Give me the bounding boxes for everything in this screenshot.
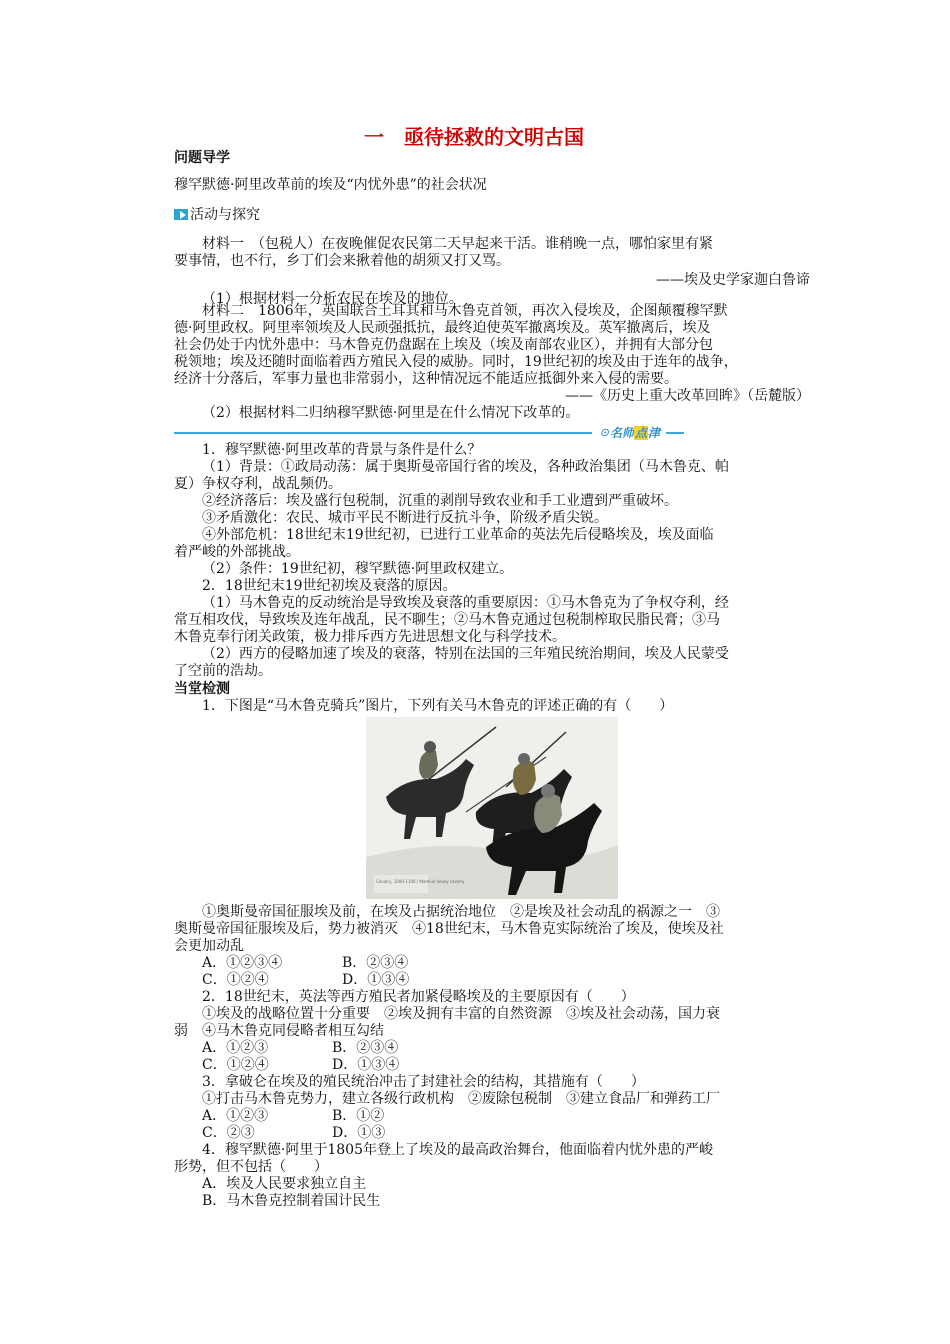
- mamluk-cavalry-illustration: [366, 717, 618, 899]
- stem-line: 形势，但不包括（ ）: [174, 1159, 328, 1175]
- material-one-line: 材料一 （包税人）在夜晚催促农民第二天早起来干活。谁稍晚一点，哪怕家里有紧: [202, 236, 713, 252]
- question-3-options: [174, 1108, 838, 1142]
- figure-caption: Cavalry, 1000-1100 / Mamluk heavy cavalry: [376, 879, 465, 884]
- option-c[interactable]: C．①②④: [202, 1057, 269, 1073]
- badge-text: 津: [648, 426, 661, 440]
- option-b[interactable]: B．①②: [332, 1108, 385, 1124]
- option-d[interactable]: D．①③④: [332, 1057, 400, 1073]
- statement-line: 弱 ④马木鲁克同侵略者相互勾结: [174, 1023, 384, 1039]
- arrow-icon: [174, 209, 188, 220]
- option-b[interactable]: B．②③④: [342, 955, 409, 971]
- note-line: 2．18世纪末19世纪初埃及衰落的原因。: [202, 578, 457, 594]
- note-line: 常互相攻伐，导致埃及连年战乱，民不聊生；②马木鲁克通过包税制榨取民脂民膏；③马: [174, 612, 720, 628]
- question-1-statements: [174, 904, 810, 955]
- note-line: ④外部危机：18世纪末19世纪初，已进行工业革命的英法先后侵略埃及，埃及面临: [202, 527, 714, 543]
- material-one-question: （1）根据材料一分析农民在埃及的地位。: [202, 291, 463, 307]
- question-2-statements: [174, 1006, 810, 1040]
- note-line: 木鲁克奉行闭关政策，极力排斥西方先进思想文化与科学技术。: [174, 629, 566, 645]
- material-two-line: 经济十分落后，军事力量也非常弱小，这种情况远不能适应抵御外来入侵的需要。: [174, 371, 678, 387]
- note-line: （1）马木鲁克的反动统治是导致埃及衰落的重要原因：①马木鲁克为了争权夺利，经: [202, 595, 729, 611]
- quiz-heading: 当堂检测: [174, 681, 230, 697]
- question-3-stem: 3．拿破仑在埃及的殖民统治冲击了封建社会的结构，其措施有（ ）: [202, 1074, 645, 1090]
- material-two-line: 德·阿里政权。阿里率领埃及人民顽强抵抗，最终迫使英军撤离埃及。英军撤离后，埃及: [174, 320, 711, 336]
- option-a[interactable]: A．埃及人民要求独立自主: [202, 1176, 367, 1192]
- note-line: （1）背景：①政局动荡：属于奥斯曼帝国行省的埃及，各种政治集团（马木鲁克、帕: [202, 459, 729, 475]
- option-c[interactable]: C．②③: [202, 1125, 255, 1141]
- statement-line: 会更加动乱: [174, 938, 244, 954]
- teacher-notes: [174, 442, 810, 680]
- question-3-statements: ①打击马木鲁克势力，建立各级行政机构 ②废除包税制 ③建立食品厂和弹药工厂: [202, 1091, 720, 1107]
- material-one: [174, 236, 810, 308]
- badge-highlight: 点: [635, 426, 648, 440]
- statement-line: ①奥斯曼帝国征服埃及前，在埃及占据统治地位 ②是埃及社会动乱的祸源之一 ③: [202, 904, 720, 920]
- option-c[interactable]: C．①②④: [202, 972, 269, 988]
- activity-heading: [174, 207, 810, 224]
- option-d[interactable]: D．①③: [332, 1125, 386, 1141]
- material-two-line: 税领地；埃及还随时面临着西方殖民入侵的威胁。同时，19世纪初的埃及由于连年的战争，: [174, 354, 738, 370]
- stem-line: 4．穆罕默德·阿里于1805年登上了埃及的最高政治舞台，他面临着内忧外患的严峻: [202, 1142, 713, 1158]
- page-title: 一 亟待拯救的文明古国: [364, 125, 584, 149]
- badge-text: ☉名师: [598, 426, 635, 440]
- material-two-line: 材料二 1806年，英国联合土耳其和马木鲁克首领，再次入侵埃及，企图颠覆穆罕默: [202, 303, 728, 319]
- material-two-line: 社会仍处于内忧外患中：马木鲁克仍盘踞在上埃及（埃及南部农业区），并拥有大部分包: [174, 337, 713, 353]
- material-one-source: ——埃及史学家迦白鲁谛: [656, 272, 810, 288]
- option-d[interactable]: D．①③④: [342, 972, 410, 988]
- option-b[interactable]: B．马木鲁克控制着国计民生: [202, 1193, 381, 1209]
- statement-line: ①埃及的战略位置十分重要 ②埃及拥有丰富的自然资源 ③埃及社会动荡，国力衰: [202, 1006, 720, 1022]
- material-two-question: （2）根据材料二归纳穆罕默德·阿里是在什么情况下改革的。: [202, 405, 580, 421]
- note-line: 1．穆罕默德·阿里改革的背景与条件是什么？: [202, 442, 482, 458]
- section-heading-guide: 问题导学: [174, 150, 230, 166]
- statement-line: 奥斯曼帝国征服埃及后，势力被消灭 ④18世纪末，马木鲁克实际统治了埃及，使埃及社: [174, 921, 724, 937]
- note-line: 着严峻的外部挑战。: [174, 544, 300, 560]
- option-a[interactable]: A．①②③④: [202, 955, 283, 971]
- activity-label: 活动与探究: [190, 207, 260, 223]
- question-2-stem: 2．18世纪末，英法等西方殖民者加紧侵略埃及的主要原因有（ ）: [202, 989, 635, 1005]
- question-1-options: [174, 955, 838, 989]
- material-one-line: 要事情，也不行，乡丁们会来揪着他的胡须又打又骂。: [174, 253, 510, 269]
- note-line: ②经济落后：埃及盛行包税制，沉重的剥削导致农业和手工业遭到严重破坏。: [202, 493, 678, 509]
- note-line: ③矛盾激化：农民、城市平民不断进行反抗斗争，阶级矛盾尖锐。: [202, 510, 608, 526]
- teacher-tips-badge: [592, 424, 666, 442]
- note-line: 了空前的浩劫。: [174, 663, 272, 679]
- note-line: 夏）争权夺利，战乱频仍。: [174, 476, 342, 492]
- section-subtitle: 穆罕默德·阿里改革前的埃及“内忧外患”的社会状况: [174, 177, 487, 193]
- option-a[interactable]: A．①②③: [202, 1040, 269, 1056]
- material-two: [174, 303, 810, 422]
- question-4-options: [174, 1176, 838, 1210]
- question-2-options: [174, 1040, 838, 1074]
- note-line: （2）条件：19世纪初，穆罕默德·阿里政权建立。: [202, 561, 514, 577]
- option-a[interactable]: A．①②③: [202, 1108, 269, 1124]
- material-two-source: ——《历史上重大改革回眸》（岳麓版）: [565, 388, 810, 404]
- option-b[interactable]: B．②③④: [332, 1040, 399, 1056]
- note-line: （2）西方的侵略加速了埃及的衰落，特别在法国的三年殖民统治期间，埃及人民蒙受: [202, 646, 729, 662]
- mamluk-cavalry-image: [366, 717, 618, 899]
- question-1-stem: 1．下图是“马木鲁克骑兵”图片，下列有关马木鲁克的评述正确的有（ ）: [202, 698, 674, 714]
- question-4-stem: [174, 1142, 810, 1176]
